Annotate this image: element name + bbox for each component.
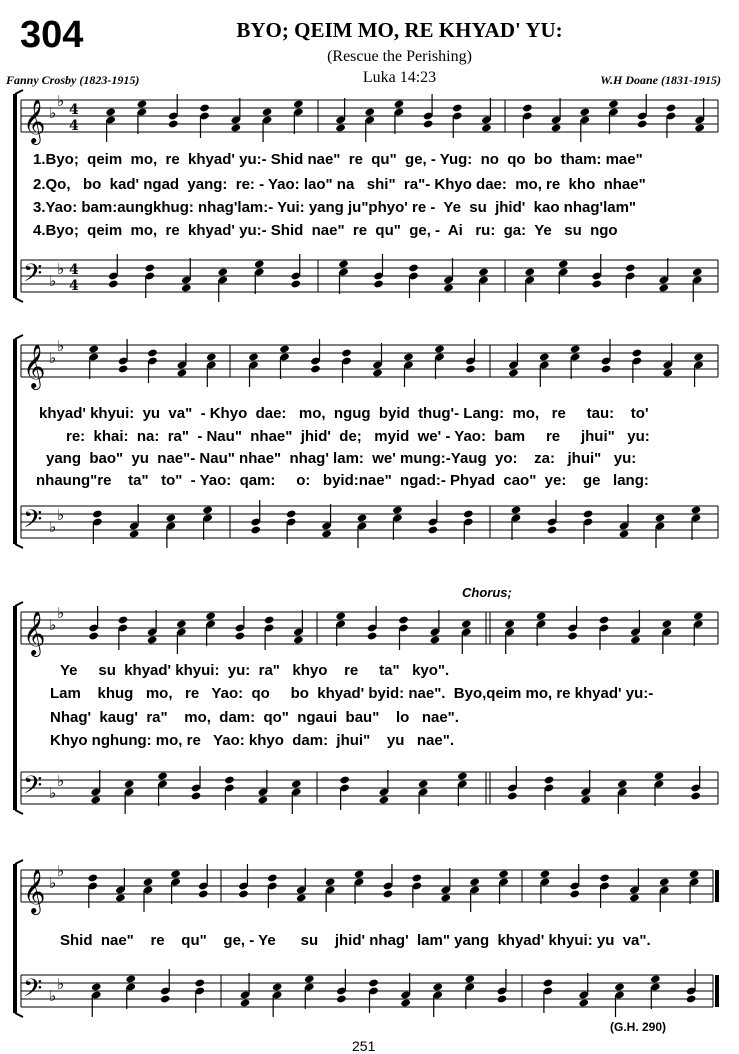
flat-icon: ♭ bbox=[57, 772, 65, 790]
note-head bbox=[267, 873, 278, 882]
flat-icon: ♭ bbox=[57, 506, 65, 524]
note-head bbox=[325, 877, 336, 886]
note-head bbox=[129, 529, 140, 538]
note-head bbox=[143, 877, 154, 886]
flat-icon: ♭ bbox=[57, 337, 65, 355]
note-head bbox=[625, 263, 636, 272]
note-head bbox=[430, 635, 441, 644]
bass-clef-icon: 𝄢 bbox=[23, 505, 43, 540]
note-head bbox=[336, 994, 347, 1003]
note-head bbox=[591, 279, 602, 288]
note-head bbox=[177, 368, 188, 377]
flat-icon: ♭ bbox=[49, 874, 57, 892]
flat-icon: ♭ bbox=[57, 862, 65, 880]
time-signature: 4 bbox=[69, 102, 79, 118]
note-head bbox=[364, 107, 375, 116]
hymn-subtitle: (Rescue the Perishing) bbox=[327, 48, 472, 65]
note-head bbox=[250, 525, 261, 534]
note-head bbox=[511, 505, 522, 514]
note-head bbox=[507, 791, 518, 800]
lyric-line: 2.Qo, bo kad' ngad yang: re: - Yao: lao" na shi" ra"- Khyo dae: mo, re kho nhae" bbox=[33, 176, 646, 193]
lyric-line: Lam khug mo, re Yao: qo bo khyad' byid: nae". Byo,qeim mo, re khyad' yu:- bbox=[50, 685, 654, 702]
note-head bbox=[92, 509, 103, 518]
note-head bbox=[286, 509, 297, 518]
note-head bbox=[637, 119, 648, 128]
note-head bbox=[423, 119, 434, 128]
bass-clef-icon: 𝄢 bbox=[23, 771, 43, 806]
system-bracket bbox=[15, 860, 23, 864]
note-head bbox=[465, 974, 476, 983]
flat-icon: ♭ bbox=[49, 616, 57, 634]
flat-icon: ♭ bbox=[57, 604, 65, 622]
note-head bbox=[224, 775, 235, 784]
note-head bbox=[398, 615, 409, 624]
note-head bbox=[469, 877, 480, 886]
time-signature: 4 bbox=[69, 262, 79, 278]
note-head bbox=[191, 791, 202, 800]
note-head bbox=[497, 994, 508, 1003]
note-head bbox=[310, 364, 321, 373]
note-head bbox=[147, 348, 158, 357]
note-head bbox=[443, 283, 454, 292]
note-head bbox=[579, 107, 590, 116]
note-head bbox=[428, 525, 439, 534]
note-head bbox=[619, 529, 630, 538]
note-head bbox=[290, 279, 301, 288]
note-head bbox=[240, 998, 251, 1007]
system-bracket bbox=[15, 810, 23, 814]
note-head bbox=[569, 889, 580, 898]
lyric-line: nhaung"re ta" to" - Yao: qam: o: byid:nae" ngad:- Phyad cao" ye: ge lang: bbox=[36, 472, 649, 489]
note-head bbox=[662, 619, 673, 628]
note-head bbox=[205, 611, 216, 620]
note-head bbox=[504, 619, 515, 628]
note-head bbox=[498, 869, 509, 878]
source-note: (G.H. 290) bbox=[610, 1020, 667, 1034]
note-head bbox=[543, 978, 554, 987]
note-head bbox=[617, 779, 628, 788]
note-head bbox=[694, 123, 705, 132]
lyricist-credit: Fanny Crosby (1823-1915) bbox=[6, 73, 140, 87]
flat-icon: ♭ bbox=[49, 518, 57, 536]
note-head bbox=[254, 259, 265, 268]
note-head bbox=[392, 505, 403, 514]
note-head bbox=[137, 99, 148, 108]
note-head bbox=[279, 344, 290, 353]
note-head bbox=[335, 123, 346, 132]
note-head bbox=[108, 279, 119, 288]
flat-icon: ♭ bbox=[49, 272, 57, 290]
note-head bbox=[508, 368, 519, 377]
note-head bbox=[654, 771, 665, 780]
note-head bbox=[202, 505, 213, 514]
note-head bbox=[583, 509, 594, 518]
note-head bbox=[372, 368, 383, 377]
note-head bbox=[540, 869, 551, 878]
note-head bbox=[341, 348, 352, 357]
note-head bbox=[321, 529, 332, 538]
lyric-line: Khyo nghung: mo, re Yao: khyo dam: jhui" yu nae". bbox=[50, 732, 454, 749]
note-head bbox=[88, 631, 99, 640]
note-head bbox=[88, 344, 99, 353]
scripture-reference: Luka 14:23 bbox=[362, 69, 437, 86]
system-bracket bbox=[15, 602, 23, 606]
note-head bbox=[655, 513, 666, 522]
note-head bbox=[440, 893, 451, 902]
flat-icon: ♭ bbox=[57, 975, 65, 993]
note-head bbox=[115, 893, 126, 902]
lyric-line: Shid nae" re qu" ge, - Ye su jhid' nhag' lam" yang khyad' khyui: yu va". bbox=[60, 932, 651, 949]
note-head bbox=[194, 978, 205, 987]
note-head bbox=[262, 107, 273, 116]
note-head bbox=[335, 611, 346, 620]
note-head bbox=[238, 889, 249, 898]
note-head bbox=[296, 893, 307, 902]
composer-credit: W.H Doane (1831-1915) bbox=[600, 73, 721, 87]
note-head bbox=[524, 267, 535, 276]
note-head bbox=[544, 775, 555, 784]
note-head bbox=[689, 869, 700, 878]
note-head bbox=[432, 982, 443, 991]
note-head bbox=[630, 635, 641, 644]
note-head bbox=[693, 352, 704, 361]
note-head bbox=[304, 974, 315, 983]
note-head bbox=[658, 283, 669, 292]
lyric-line: khyad' khyui: yu va" - Khyo dae: mo, ngug byid thug'- Lang: mo, re tau: to' bbox=[39, 405, 649, 422]
note-head bbox=[662, 368, 673, 377]
note-head bbox=[434, 344, 445, 353]
note-head bbox=[217, 267, 228, 276]
page-number: 251 bbox=[352, 1038, 376, 1054]
system-bracket bbox=[15, 298, 23, 302]
note-head bbox=[691, 505, 702, 514]
note-head bbox=[373, 279, 384, 288]
note-head bbox=[357, 513, 368, 522]
note-head bbox=[629, 893, 640, 902]
system-bracket bbox=[15, 335, 23, 339]
lyric-line: Ye su khyad' khyui: yu: ra" khyo re ta" kyo". bbox=[60, 662, 450, 679]
time-signature: 4 bbox=[69, 278, 79, 294]
note-head bbox=[547, 525, 558, 534]
note-head bbox=[368, 978, 379, 987]
flat-icon: ♭ bbox=[57, 260, 65, 278]
lyric-line: 4.Byo; qeim mo, re khyad' yu:- Shid nae" re qu" ge, - Ai ru: ga: Ye su ngo bbox=[33, 222, 618, 239]
note-head bbox=[457, 771, 468, 780]
note-head bbox=[686, 994, 697, 1003]
treble-clef-icon: 𝄞 bbox=[23, 869, 46, 913]
note-head bbox=[551, 123, 562, 132]
note-head bbox=[235, 631, 246, 640]
note-head bbox=[206, 352, 217, 361]
note-head bbox=[168, 119, 179, 128]
note-head bbox=[632, 348, 643, 357]
lyric-line: re: khai: na: ra" - Nau" nhae" jhid' de; myid we' - Yao: bam re jhui" yu: bbox=[66, 428, 650, 445]
note-head bbox=[461, 619, 472, 628]
note-head bbox=[601, 364, 612, 373]
note-head bbox=[125, 974, 136, 983]
note-head bbox=[666, 103, 677, 112]
chorus-label: Chorus; bbox=[462, 585, 512, 600]
lyric-line: Nhag' kaug' ra" mo, dam: qo" ngaui bau" lo nae". bbox=[50, 709, 459, 726]
note-head bbox=[418, 779, 429, 788]
note-head bbox=[650, 974, 661, 983]
note-head bbox=[599, 615, 610, 624]
note-head bbox=[90, 795, 101, 804]
note-head bbox=[567, 631, 578, 640]
note-head bbox=[400, 998, 411, 1007]
note-head bbox=[536, 611, 547, 620]
note-head bbox=[198, 889, 209, 898]
note-head bbox=[599, 873, 610, 882]
note-head bbox=[293, 635, 304, 644]
hymn-title: BYO; QEIM MO, RE KHYAD' YU: bbox=[236, 18, 563, 42]
note-head bbox=[118, 615, 129, 624]
note-head bbox=[693, 611, 704, 620]
note-head bbox=[124, 779, 135, 788]
treble-clef-icon: 𝄞 bbox=[23, 344, 46, 388]
note-head bbox=[522, 103, 533, 112]
note-head bbox=[105, 107, 116, 116]
note-head bbox=[166, 513, 177, 522]
note-head bbox=[170, 869, 181, 878]
note-head bbox=[481, 123, 492, 132]
note-head bbox=[339, 775, 350, 784]
note-head bbox=[248, 352, 259, 361]
system-bracket bbox=[15, 1013, 23, 1017]
note-head bbox=[463, 509, 474, 518]
treble-clef-icon: 𝄞 bbox=[23, 611, 46, 655]
note-head bbox=[367, 631, 378, 640]
note-head bbox=[539, 352, 550, 361]
note-head bbox=[291, 779, 302, 788]
note-head bbox=[403, 352, 414, 361]
note-head bbox=[659, 877, 670, 886]
note-head bbox=[408, 263, 419, 272]
note-head bbox=[87, 873, 98, 882]
time-signature: 4 bbox=[69, 118, 79, 134]
note-head bbox=[614, 982, 625, 991]
note-head bbox=[160, 994, 171, 1003]
system-bracket bbox=[15, 90, 23, 94]
treble-clef-icon: 𝄞 bbox=[23, 99, 46, 143]
lyric-line: 1.Byo; qeim mo, re khyad' yu:- Shid nae" re qu" ge, - Yug: no qo bo tham: mae" bbox=[33, 151, 643, 168]
note-head bbox=[383, 889, 394, 898]
note-head bbox=[690, 791, 701, 800]
note-head bbox=[118, 364, 129, 373]
flat-icon: ♭ bbox=[49, 104, 57, 122]
system-bracket bbox=[15, 544, 23, 548]
note-head bbox=[199, 103, 210, 112]
lyric-line: 3.Yao: bam:aungkhug: nhag'lam:- Yui: yang ju"phyo' re - Ye su jhid' kao nhag'lam" bbox=[33, 199, 637, 216]
note-head bbox=[692, 267, 703, 276]
note-head bbox=[293, 99, 304, 108]
note-head bbox=[570, 344, 581, 353]
note-head bbox=[354, 869, 365, 878]
note-head bbox=[379, 795, 390, 804]
note-head bbox=[230, 123, 241, 132]
note-head bbox=[258, 795, 269, 804]
note-head bbox=[478, 267, 489, 276]
note-head bbox=[176, 619, 187, 628]
note-head bbox=[558, 259, 569, 268]
note-head bbox=[580, 795, 591, 804]
lyric-line: yang bao" yu nae"- Nau" nhae" nhag' lam: we' mung:-Yaug yo: za: jhui" yu: bbox=[46, 450, 637, 467]
note-head bbox=[147, 635, 158, 644]
note-head bbox=[578, 998, 589, 1007]
note-head bbox=[181, 283, 192, 292]
note-head bbox=[338, 259, 349, 268]
hymn-number: 304 bbox=[20, 14, 84, 56]
flat-icon: ♭ bbox=[57, 92, 65, 110]
note-head bbox=[465, 364, 476, 373]
note-head bbox=[394, 99, 405, 108]
note-head bbox=[412, 873, 423, 882]
note-head bbox=[144, 263, 155, 272]
note-head bbox=[91, 982, 102, 991]
note-head bbox=[452, 103, 463, 112]
note-head bbox=[264, 615, 275, 624]
flat-icon: ♭ bbox=[49, 987, 57, 1005]
bass-clef-icon: 𝄢 bbox=[23, 974, 43, 1009]
bass-clef-icon: 𝄢 bbox=[23, 259, 43, 294]
flat-icon: ♭ bbox=[49, 349, 57, 367]
note-head bbox=[157, 771, 168, 780]
note-head bbox=[608, 99, 619, 108]
note-head bbox=[272, 982, 283, 991]
flat-icon: ♭ bbox=[49, 784, 57, 802]
